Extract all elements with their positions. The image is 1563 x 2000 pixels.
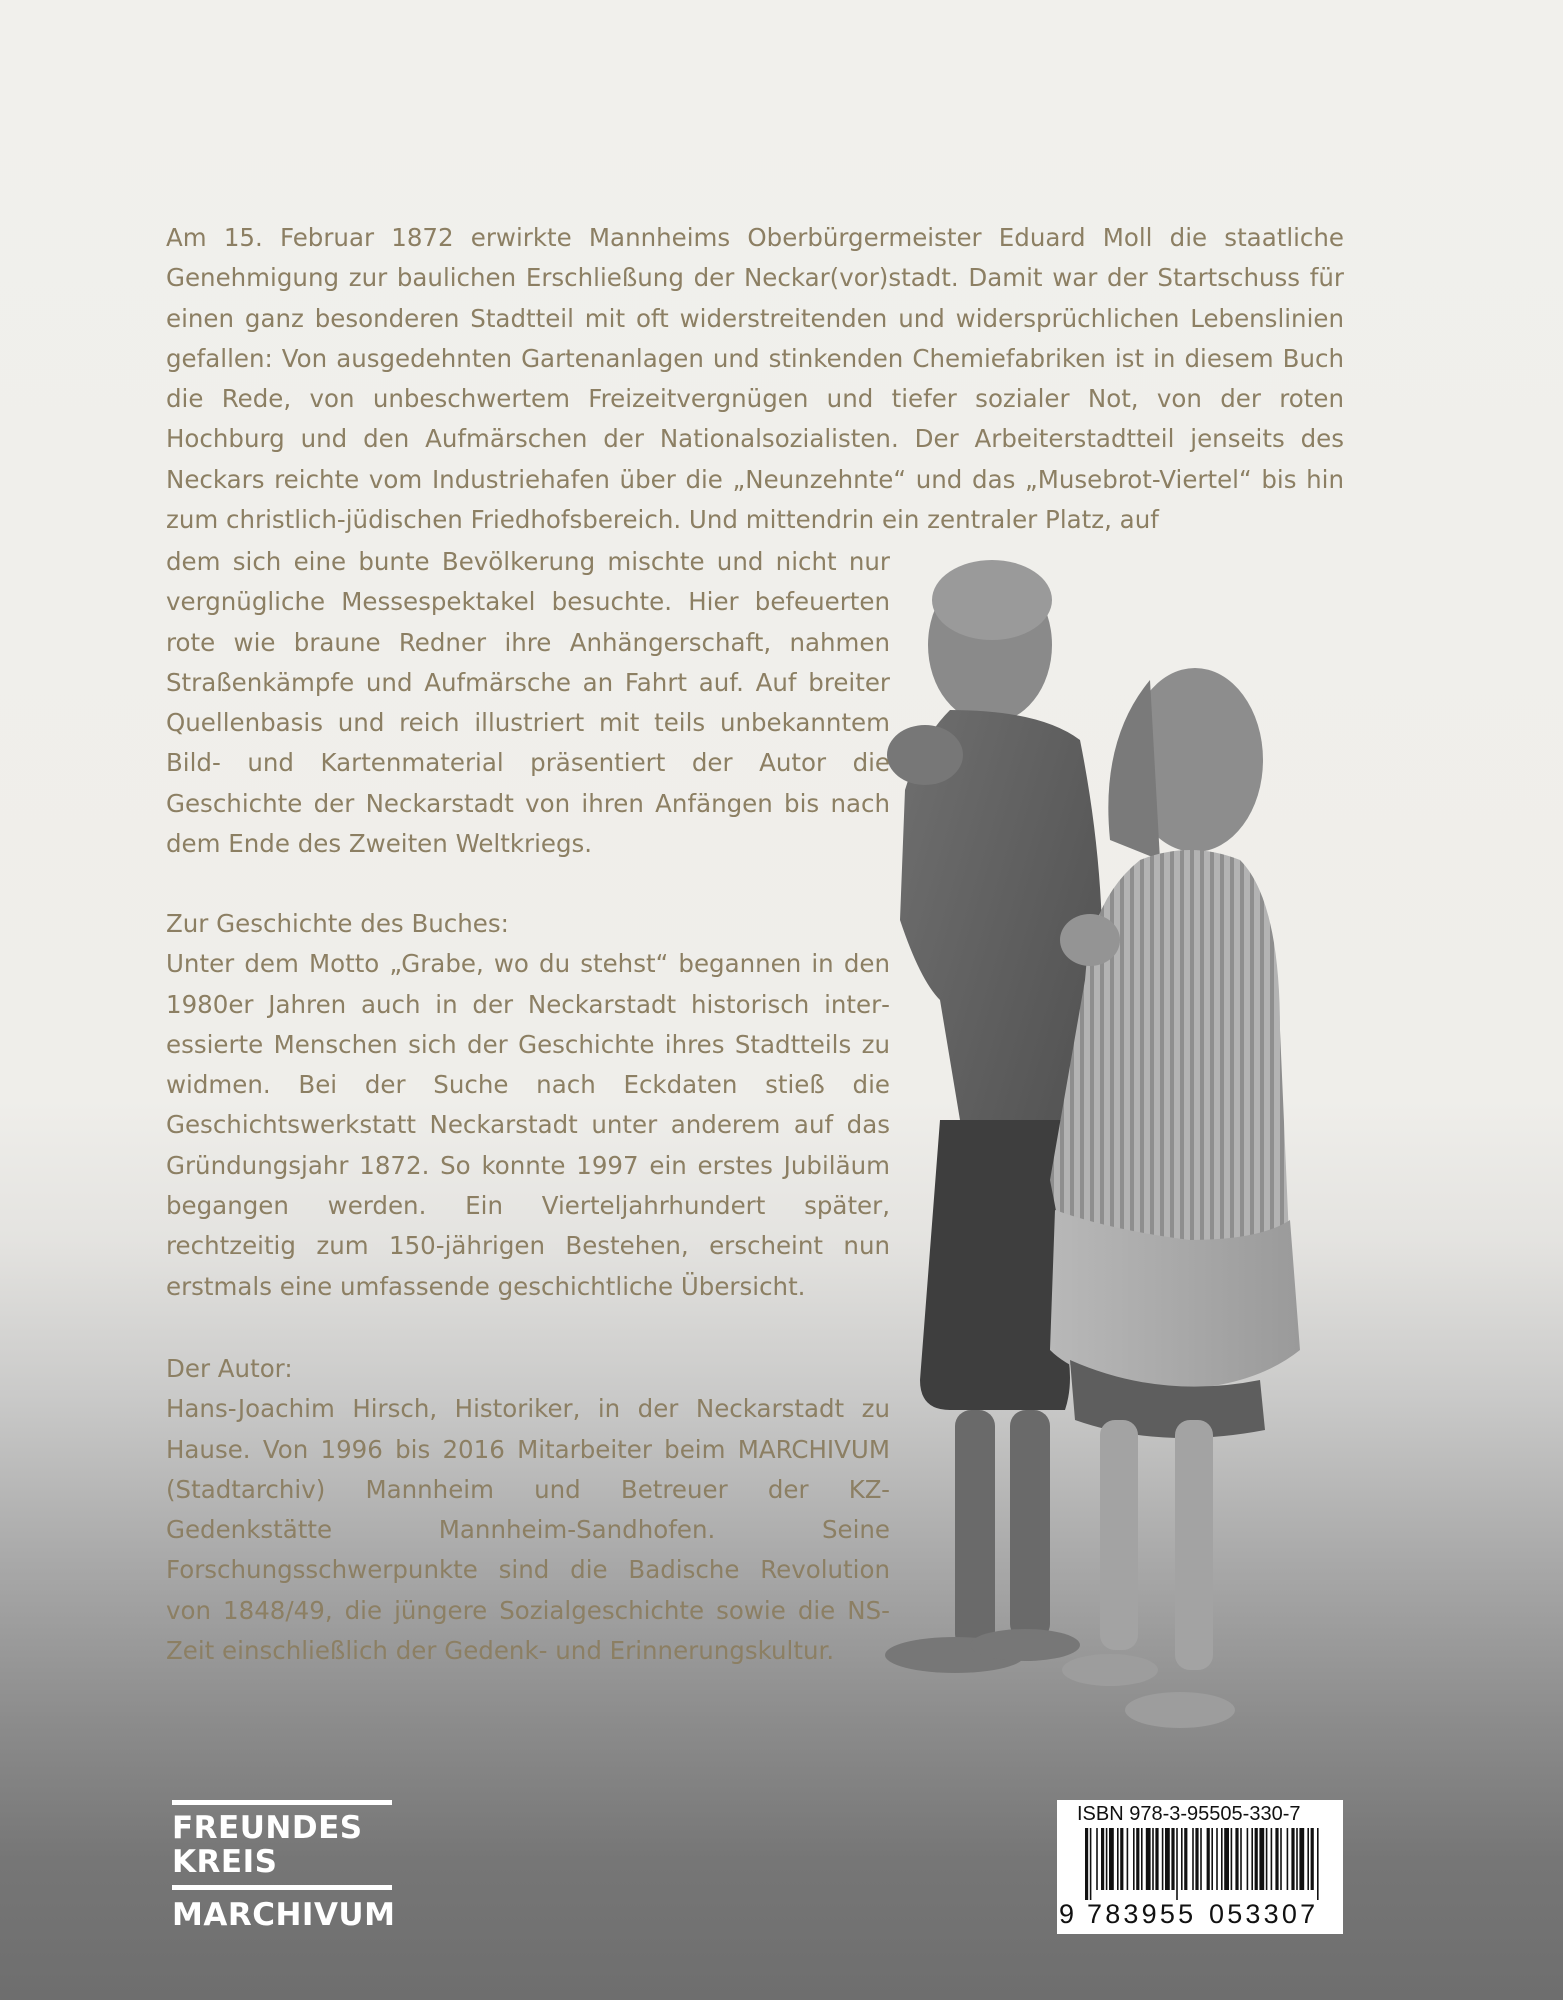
author-text: Hans-Joachim Hirsch, Historiker, in der Neckarstadt zu Hause. Von 1996 bis 2016 Mitarbeiter beim MARCHIVUM (Stadtarchiv) Mannheim und Betreuer der KZ-Gedenkstätte Mannheim-Sandhofen. Seine Forschungsschwerpunkte sind die Badische Revolution von 1848/49, die jüngere Sozialgeschichte sowie die NS-Zeit einschließlich der Gedenk- und Erinnerungskultur. <box>166 1394 890 1666</box>
barcode-bar <box>1311 1828 1314 1890</box>
barcode-bar <box>1240 1828 1242 1890</box>
barcode-bar <box>1266 1828 1268 1890</box>
barcode-bar <box>1192 1828 1194 1890</box>
barcode-bar <box>1255 1828 1258 1890</box>
barcode-bar <box>1096 1828 1098 1890</box>
barcode-bar <box>1195 1828 1198 1890</box>
barcode-bar <box>1251 1828 1253 1890</box>
barcode-bar <box>1109 1828 1114 1890</box>
barcode-bar <box>1106 1828 1108 1890</box>
intro-paragraph-continued <box>166 542 890 864</box>
freundeskreis-marchivum-logo <box>172 1800 396 1933</box>
isbn-label: ISBN 978-3-95505-330-7 <box>1077 1803 1301 1825</box>
barcode-bar <box>1141 1828 1143 1890</box>
intro-text-narrow: dem sich eine bunte Bevölkerung mischte und nicht nur vergnügliche Messespektakel besuchte. Hier befeuerten rote wie braune Redner ihre Anhängerschaft, nahmen Straßenkämpfe und Aufmärsche an Fahrt auf. Auf breiter Quellenbasis und reich illustriert mit teils unbekanntem Bild- und Kartenmaterial präsentiert der Autor die Geschichte der Neckarstadt von ihren Anfängen bis nach dem Ende des Zweiten Weltkriegs. <box>166 547 890 859</box>
logo-rule-middle <box>172 1885 392 1890</box>
barcode-bar <box>1200 1828 1202 1890</box>
barcode-bar <box>1127 1828 1129 1890</box>
logo-line-marchivum: MARCHIVUM <box>172 1897 396 1933</box>
barcode-bar <box>1133 1828 1135 1890</box>
author-section <box>166 1349 890 1671</box>
barcode-bar <box>1146 1828 1151 1890</box>
barcode-bar <box>1296 1828 1298 1890</box>
barcode-bar <box>1224 1828 1229 1890</box>
barcode-bar <box>1247 1828 1249 1890</box>
author-heading: Der Autor: <box>166 1354 293 1383</box>
barcode-bar <box>1171 1828 1174 1890</box>
barcode-digits-left: 783955 <box>1087 1899 1197 1929</box>
barcode-bar <box>1235 1828 1238 1890</box>
barcode-bar <box>1136 1828 1139 1890</box>
barcode-bar <box>1299 1828 1304 1890</box>
logo-line-freundes: FREUNDES <box>172 1810 363 1846</box>
barcode-bar <box>1090 1828 1092 1900</box>
barcode-digits-right: 053307 <box>1209 1899 1319 1929</box>
barcode-bar <box>1275 1828 1278 1890</box>
intro-text-wide: Am 15. Februar 1872 erwirkte Mannheims Oberbürgermeister Eduard Moll die staatliche Genehmigung zur baulichen Erschließung der Neckar(vor)stadt. Damit war der Startschuss für einen ganz besonderen Stadtteil mit oft widerstreitenden und widersprüchlichen Lebenslinien gefallen: Von ausgedehnten Gartenanlagen und stinkenden Chemiefabriken ist in diesem Buch die Rede, von unbeschwertem Freizeitvergnügen und tiefer sozialer Not, von der roten Hochburg und den Aufmärschen der Nationalsozialisten. Der Arbeiterstadtteil jenseits des Neckars reichte vom Industriehafen über die „Neunzehnte“ und das „Musebrot-Viertel“ bis hin zum christlich-jüdischen Friedhofsbereich. Und mittendrin ein zentraler Platz, auf <box>166 223 1344 535</box>
barcode-bar <box>1152 1828 1154 1890</box>
barcode-bar <box>1155 1828 1158 1890</box>
barcode-bar <box>1231 1828 1233 1890</box>
history-text: Unter dem Motto „Grabe, wo du stehst“ begannen in den 1980er Jahren auch in der Neckarstadt historisch interessierte Menschen sich der Geschichte ihres Stadtteils zu widmen. Bei der Suche nach Eckdaten stieß die Geschichtswerkstatt Neckarstadt unter anderem auf das Gründungsjahr 1872. So konnte 1997 ein erstes Jubiläum begangen werden. Ein Vierteljahrhundert später, rechtzeitig zum 150-jährigen Bestehen, erscheint nun erstmals eine umfassende geschichtliche Übersicht. <box>166 949 890 1301</box>
barcode-bar <box>1211 1828 1213 1890</box>
barcode-bar <box>1307 1828 1309 1890</box>
barcode-bar <box>1165 1828 1170 1890</box>
barcode-bars <box>1061 1828 1339 1900</box>
barcode-bar <box>1181 1828 1183 1890</box>
barcode-bar <box>1291 1828 1294 1890</box>
barcode-bar <box>1120 1828 1123 1890</box>
barcode-bar <box>1280 1828 1282 1890</box>
barcode-bar <box>1117 1828 1119 1890</box>
book-history-section <box>166 904 890 1307</box>
barcode-digit-lead: 9 <box>1059 1899 1075 1929</box>
barcode-bar <box>1101 1828 1104 1890</box>
barcode-bar <box>1216 1828 1218 1890</box>
intro-paragraph <box>166 218 1344 540</box>
barcode-bar <box>1271 1828 1273 1890</box>
history-heading: Zur Geschichte des Buches: <box>166 909 509 938</box>
barcode-bar <box>1184 1828 1187 1890</box>
barcode-bar <box>1221 1828 1223 1890</box>
barcode-bar <box>1085 1828 1088 1900</box>
logo-rule-top <box>172 1800 392 1805</box>
barcode-bar <box>1287 1828 1289 1890</box>
barcode-bar <box>1207 1828 1210 1890</box>
logo-line-kreis: KREIS <box>172 1844 278 1880</box>
barcode-bar <box>1176 1828 1178 1900</box>
isbn-barcode <box>1057 1800 1343 1934</box>
barcode-bar <box>1317 1828 1319 1900</box>
barcode-bar <box>1162 1828 1164 1890</box>
children-photo <box>860 560 1430 1780</box>
barcode-bar <box>1259 1828 1264 1890</box>
